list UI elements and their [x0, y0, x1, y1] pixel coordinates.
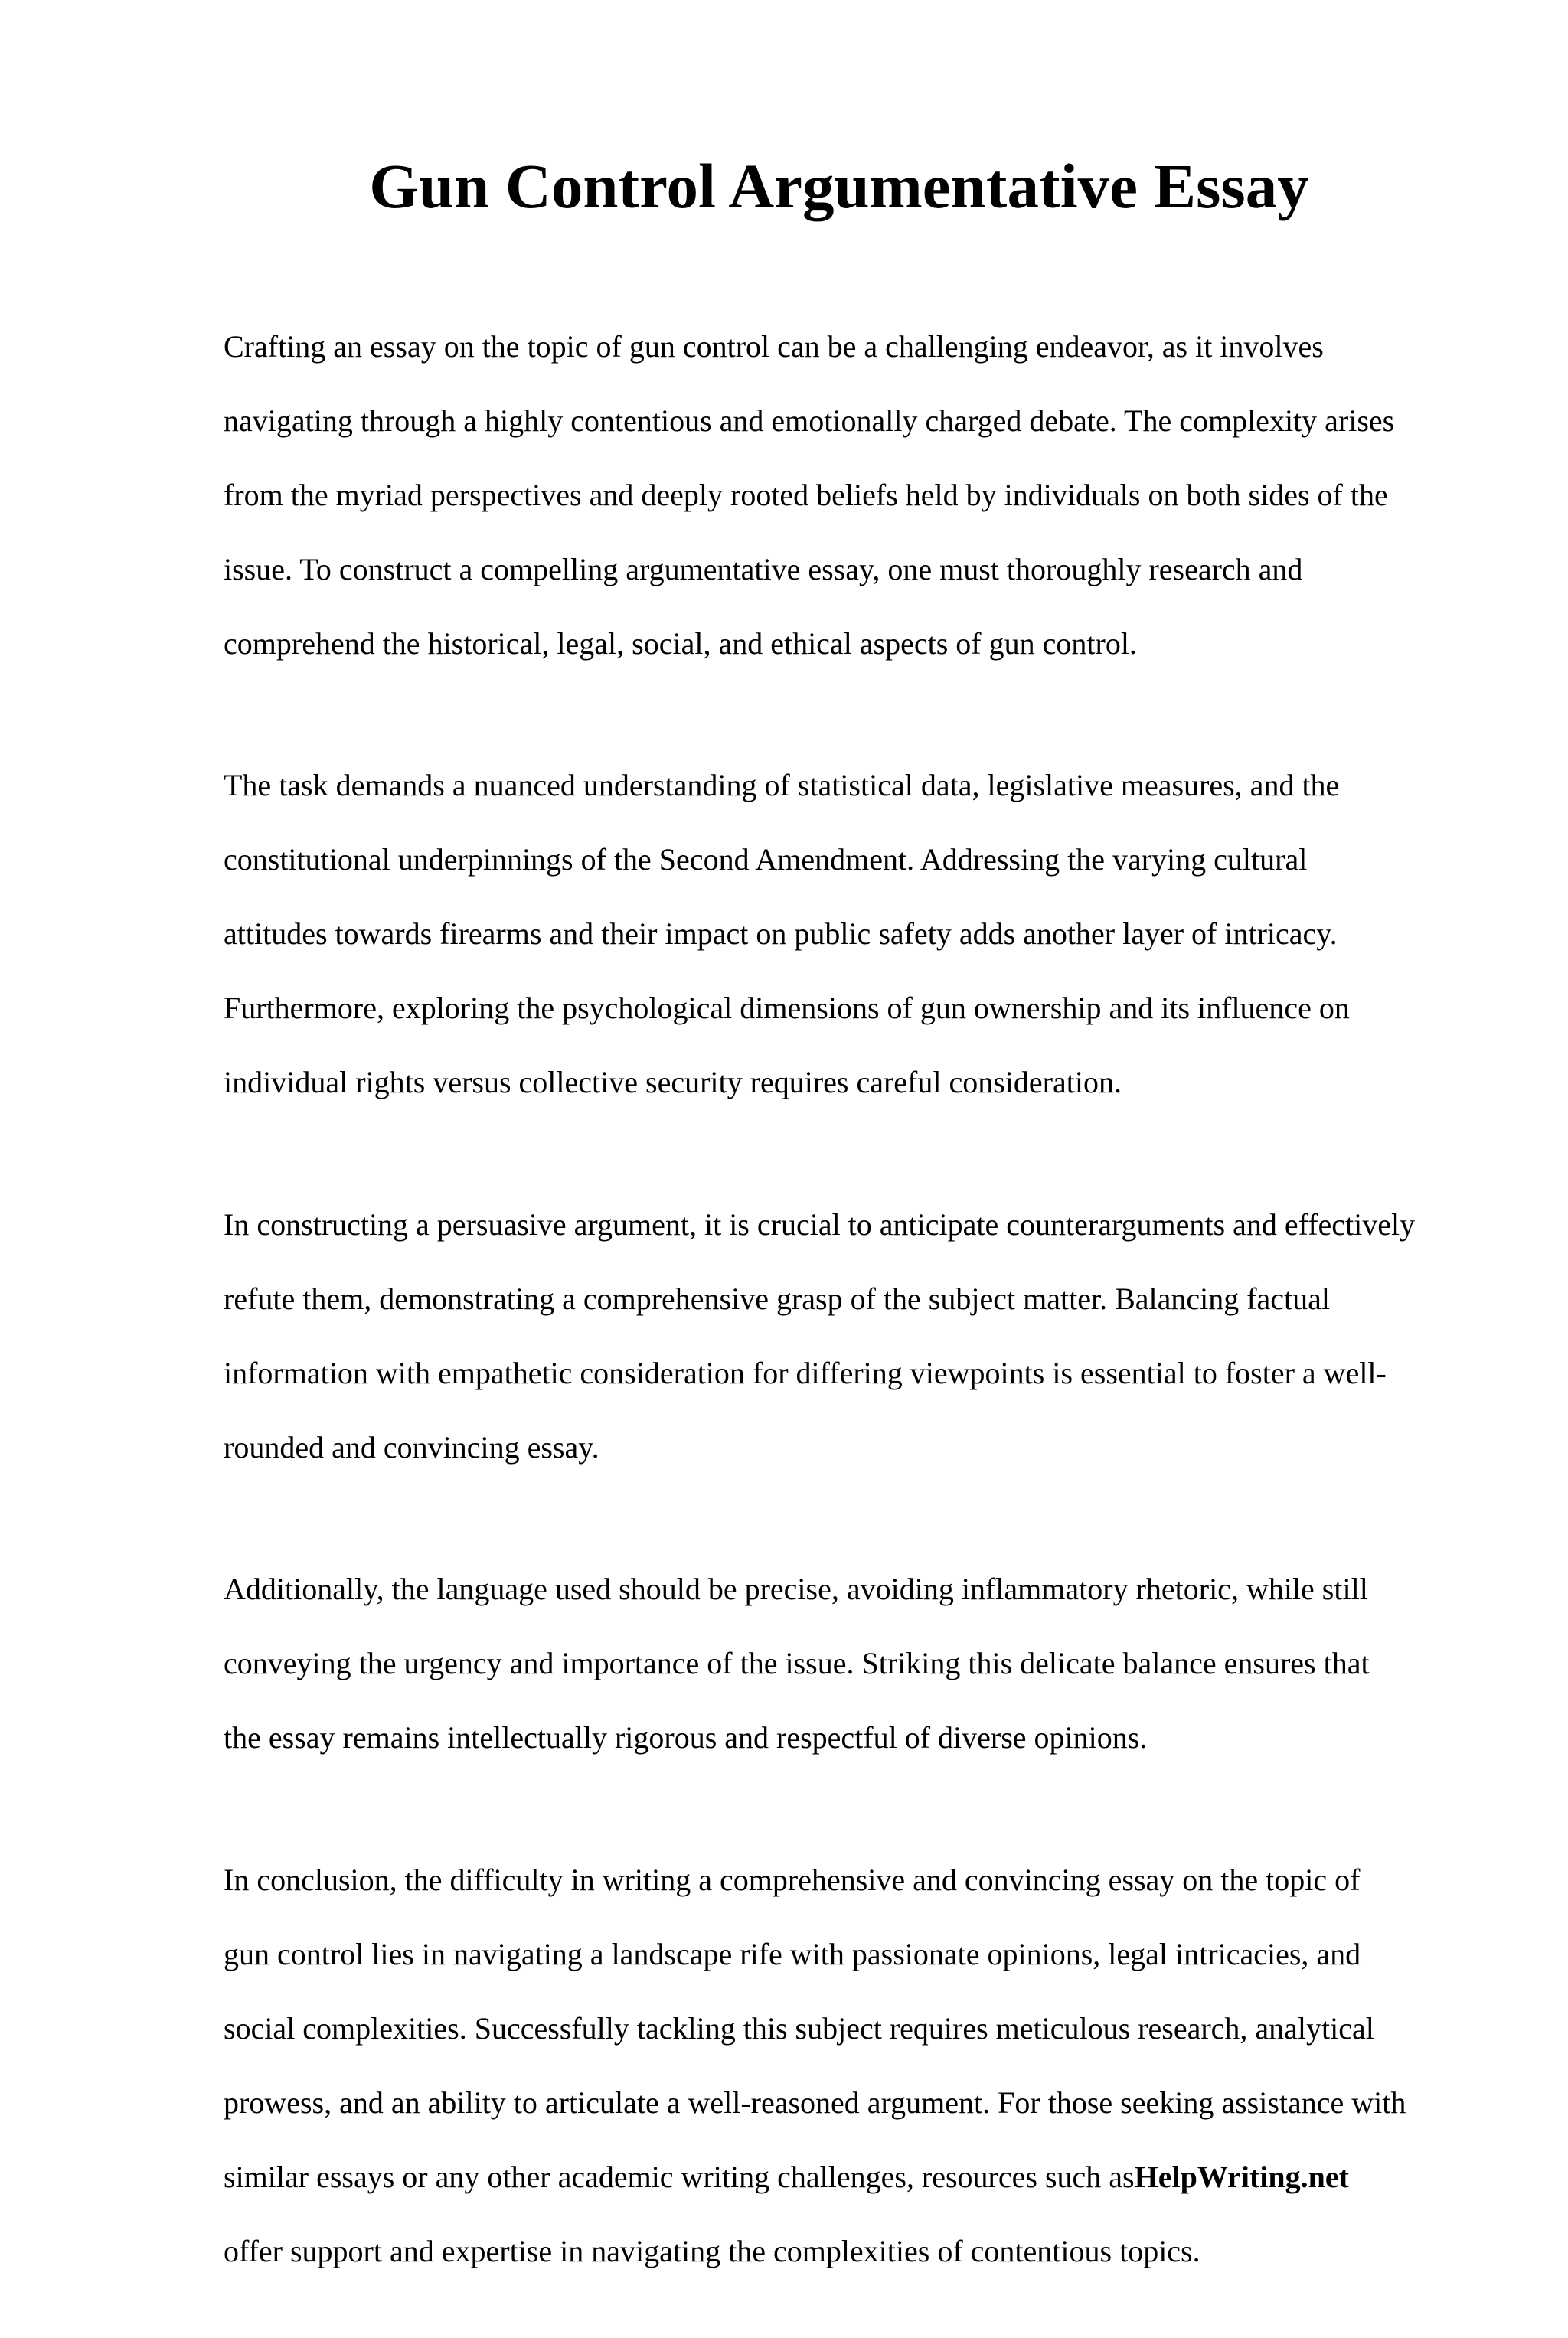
paragraph-line: conveying the urgency and importance of the issue. Striking this delicate balance ensures that [224, 1646, 1370, 1680]
paragraph-line: the essay remains intellectually rigorous and respectful of diverse opinions. [224, 1720, 1148, 1755]
paragraph-line: prowess, and an ability to articulate a well-reasoned argument. For those seeking assistance with [224, 2085, 1406, 2120]
paragraph-line: navigating through a highly contentious and emotionally charged debate. The complexity arises [224, 403, 1395, 438]
paragraph-line: In constructing a persuasive argument, it is crucial to anticipate counterarguments and effectively [224, 1207, 1416, 1242]
paragraph-line: The task demands a nuanced understanding of statistical data, legislative measures, and the [224, 768, 1340, 802]
paragraph-line: rounded and convincing essay. [224, 1429, 599, 1465]
paragraph-line: offer support and expertise in navigating the complexities of contentious topics. [224, 2233, 1200, 2268]
paragraph-line: social complexities. Successfully tackling this subject requires meticulous research, analytical [224, 2010, 1374, 2046]
document-title: Gun Control Argumentative Essay [369, 151, 1309, 221]
paragraph-5 [224, 1824, 1479, 2307]
document-body [224, 291, 1479, 2338]
paragraph-line: individual rights versus collective security requires careful consideration. [224, 1065, 1122, 1099]
paragraph-link-line [224, 2159, 1479, 2196]
paragraph-line: Furthermore, exploring the psychological dimensions of gun ownership and its influence on [224, 991, 1350, 1025]
paragraph-line: attitudes towards firearms and their impact on public safety adds another layer of intricacy. [224, 916, 1338, 951]
paragraph-line: Crafting an essay on the topic of gun control can be a challenging endeavor, as it involves [224, 328, 1324, 364]
paragraph-line: In conclusion, the difficulty in writing a comprehensive and convincing essay on the topic of [224, 1862, 1361, 1897]
paragraph-link-prefix: similar essays or any other academic writing challenges, resources such as [224, 2159, 1135, 2194]
paragraph-line: issue. To construct a compelling argumentative essay, one must thoroughly research and [224, 551, 1303, 586]
paragraph-line: gun control lies in navigating a landscape rife with passionate opinions, legal intricacies, and [224, 1936, 1361, 1971]
paragraph-line: Additionally, the language used should be precise, avoiding inflammatory rhetoric, while still [224, 1572, 1368, 1606]
paragraph-3 [224, 1169, 1479, 1504]
paragraph-line: comprehend the historical, legal, social, and ethical aspects of gun control. [224, 625, 1137, 661]
paragraph-2 [224, 730, 1479, 1139]
paragraph-line: refute them, demonstrating a comprehensive grasp of the subject matter. Balancing factual [224, 1281, 1331, 1316]
paragraph-line: information with empathetic consideration for differing viewpoints is essential to foster a well- [224, 1355, 1387, 1390]
paragraph-line: constitutional underpinnings of the Second Amendment. Addressing the varying cultural [224, 842, 1308, 877]
paragraph-line: from the myriad perspectives and deeply rooted beliefs held by individuals on both sides of the [224, 477, 1388, 512]
helpwriting-link[interactable]: HelpWriting.net [1134, 2159, 1349, 2194]
paragraph-1 [224, 291, 1479, 700]
paragraph-4 [224, 1534, 1479, 1794]
